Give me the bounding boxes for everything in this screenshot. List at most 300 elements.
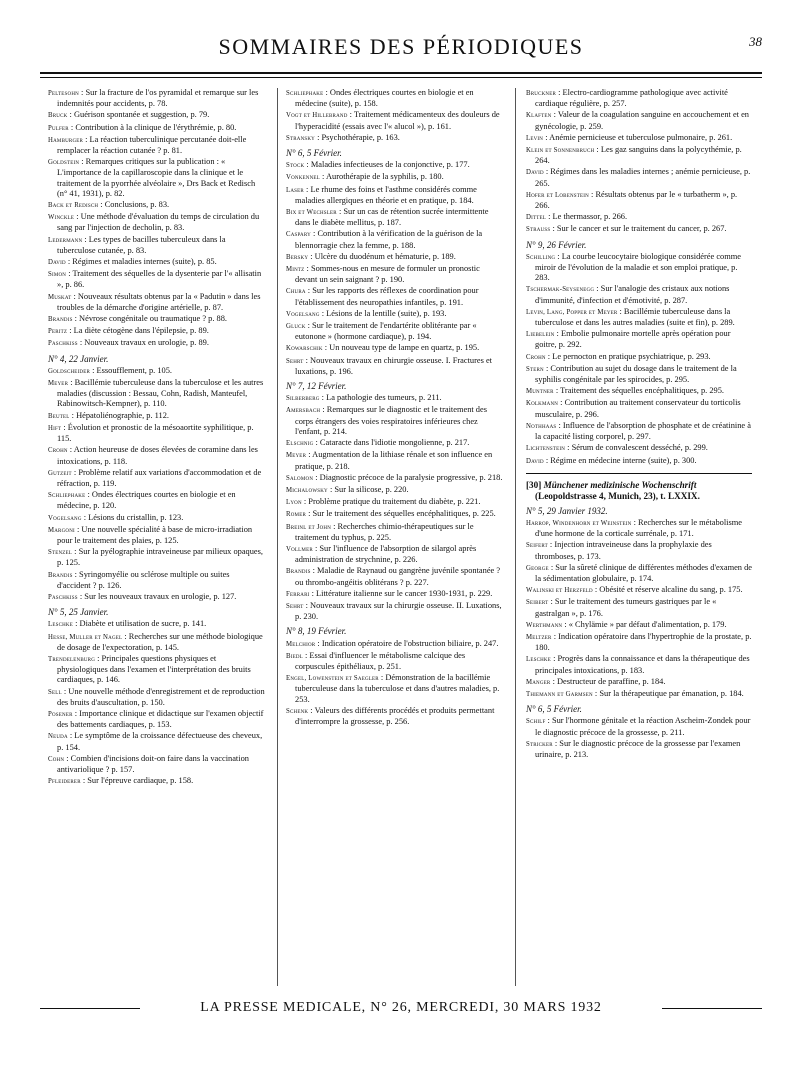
article-title: : Problème relatif aux variations d'accommodation et de réfraction, p. 119. bbox=[57, 467, 262, 488]
author: Vollmer bbox=[286, 545, 313, 553]
article-entry bbox=[48, 445, 265, 466]
author: Stenzel bbox=[48, 549, 73, 557]
article-entry bbox=[286, 706, 504, 727]
article-title: : Une méthode d'évaluation du temps de circulation du sang par l'injection de decholin, p. 83. bbox=[57, 212, 260, 233]
article-title: : Résultats obtenus par le « turbatherm », p. 266. bbox=[535, 189, 738, 211]
author: Vogelsang bbox=[48, 514, 82, 522]
author: Leschke bbox=[48, 621, 73, 629]
journal-name: Münchener medizinische Wochenschrift bbox=[543, 479, 697, 490]
article-title: : Electro-cardiogramme pathologique avec activité cardiaque régulière, p. 257. bbox=[535, 88, 728, 109]
author: Hamburger bbox=[48, 136, 84, 144]
article-title: : Ondes électriques courtes en biologie et en médecine (suite), p. 158. bbox=[295, 88, 474, 109]
article-entry bbox=[526, 540, 752, 561]
author: Thiemann et Garmsen bbox=[526, 690, 593, 698]
article-title: : Le rhume des foins et l'asthme considérés comme maladies allergiques en théorie et en pratique, p. 184. bbox=[295, 184, 477, 205]
article-entry bbox=[48, 326, 265, 337]
author: Caspary bbox=[286, 231, 311, 239]
article-title: : Contribution au traitement conservateur du torticolis musculaire, p. 296. bbox=[535, 398, 741, 419]
article-title: : Une nouvelle spécialité à base de micro-irradiation pour le traitement des plaies, p. 125. bbox=[57, 524, 253, 545]
author: Simon bbox=[48, 271, 67, 279]
article-title: : Recherches sur une méthode biologique de dosage de l'expectoration, p. 145. bbox=[57, 631, 263, 652]
author: Gutzeit bbox=[48, 469, 72, 477]
article-title: : La courbe leucocytaire biologique considérée comme miroir de l'évolution de la maladie et son emploi pratique, p. 283. bbox=[535, 251, 741, 283]
article-entry bbox=[48, 338, 265, 349]
article-title: : Sur les rapports des réflexes de coordination pour l'établissement des neuropathies infantiles, p. 191. bbox=[295, 286, 479, 307]
article-entry bbox=[48, 490, 265, 511]
article-entry bbox=[286, 544, 504, 565]
author: Vogelsang bbox=[286, 310, 320, 318]
article-title: : Sommes-nous en mesure de formuler un pronostic devant un sein saignant ? p. 190. bbox=[295, 264, 480, 285]
article-title: : Une nouvelle méthode d'enregistrement et de reproduction des bruits d'auscultation, p. 150. bbox=[57, 686, 265, 707]
article-entry bbox=[48, 776, 265, 787]
article-entry bbox=[286, 497, 504, 508]
author: George bbox=[526, 564, 549, 572]
article-title: : Lésions du cristallin, p. 123. bbox=[83, 512, 184, 522]
article-entry bbox=[286, 356, 504, 377]
issue-heading: N° 5, 25 Janvier. bbox=[48, 607, 109, 618]
article-entry bbox=[286, 309, 504, 320]
author: Michalowsky bbox=[286, 486, 328, 494]
article-title: : Contribution au sujet du dosage dans le traitement de la syphilis congénitale par les spirocides, p. 295. bbox=[535, 363, 737, 385]
article-entry bbox=[48, 314, 265, 325]
author: Werthmann bbox=[526, 621, 563, 629]
article-entry bbox=[48, 547, 265, 568]
article-title: : Sur l'épreuve cardiaque, p. 158. bbox=[82, 776, 194, 786]
article-entry bbox=[286, 160, 504, 171]
author: Brandis bbox=[48, 571, 73, 579]
article-title: : Nouveaux travaux en chirurgie osseuse. I. Fractures et luxations, p. 196. bbox=[295, 355, 493, 376]
article-entry bbox=[48, 411, 265, 422]
author: Chura bbox=[286, 288, 306, 296]
article-title: : Contribution à la clinique de l'érythrémie, p. 80. bbox=[70, 122, 237, 132]
author: Goldstein bbox=[48, 159, 80, 167]
article-title: : Remarques critiques sur la publication : « L'importance de la capillaroscopie dans la clinique et le traitement de la pyorrhée alvéolaire », Drs Back et Redisch (n° 41, 1931), p. 82. bbox=[57, 157, 256, 198]
article-entry bbox=[48, 632, 265, 653]
article-entry bbox=[286, 601, 504, 622]
article-entry bbox=[48, 88, 265, 109]
author: Stricker bbox=[526, 740, 553, 748]
section-divider bbox=[526, 473, 752, 474]
article-title: : Obésité et réserve alcaline du sang, p. 175. bbox=[594, 585, 743, 595]
author: Romer bbox=[286, 511, 306, 519]
author: Levin, Lang, Popper et Meyer bbox=[526, 308, 618, 316]
header-rule bbox=[40, 72, 762, 74]
article-entry bbox=[48, 212, 265, 233]
article-entry bbox=[286, 133, 504, 144]
article-entry bbox=[48, 135, 265, 156]
article-entry bbox=[48, 592, 265, 603]
author: Bruck bbox=[48, 112, 68, 120]
author: Margoni bbox=[48, 526, 75, 534]
article-title: : Progrès dans la connaissance et dans la thérapeutique des principales intoxications, p. 183. bbox=[535, 654, 750, 675]
article-entry bbox=[286, 252, 504, 263]
author: Salomon bbox=[286, 474, 314, 482]
author: Crohn bbox=[526, 353, 546, 361]
article-title: : La réaction tuberculinique percutanée doit-elle remplacer la réaction cutanée ? p. 81. bbox=[57, 134, 247, 156]
author: Vonkennel bbox=[286, 174, 320, 182]
author: Muntner bbox=[526, 388, 554, 396]
article-title: : Les gaz sanguins dans la polycythémie, p. 264. bbox=[535, 145, 742, 166]
page-footer bbox=[40, 1000, 762, 1020]
article-entry bbox=[286, 321, 504, 342]
footer-text: LA PRESSE MEDICALE, N° 26, MERCREDI, 30 MARS 1932 bbox=[200, 1000, 602, 1015]
article-title: : Anémie pernicieuse et tuberculose pulmonaire, p. 261. bbox=[545, 132, 733, 142]
author: Schliephake bbox=[286, 90, 324, 97]
author: Meltzer bbox=[526, 633, 552, 641]
column-right bbox=[526, 88, 752, 761]
author: Schenk bbox=[286, 707, 309, 715]
article-title: : Importance clinique et didactique sur l'examen objectif des battements cardiaques, p. 153. bbox=[57, 708, 264, 730]
author: Stock bbox=[286, 162, 305, 170]
author: Goldscheider bbox=[48, 367, 91, 375]
author: Neuda bbox=[48, 733, 68, 741]
author: Ferrari bbox=[286, 590, 310, 598]
issue-heading: N° 6, 5 Février. bbox=[526, 704, 582, 715]
article-entry bbox=[286, 651, 504, 672]
article-entry bbox=[48, 257, 265, 268]
page-header bbox=[40, 28, 762, 68]
article-title: : Sur le traitement des tumeurs gastriques par le « gastralgan », p. 176. bbox=[535, 597, 717, 618]
author: Back et Redisch bbox=[48, 202, 99, 210]
author: Kolkmann bbox=[526, 400, 559, 408]
article-title: : Sur l'hormone génitale et la réaction Ascheim-Zondek pour le diagnostic précoce de la grossesse, p. 211. bbox=[535, 716, 751, 737]
article-entry bbox=[526, 716, 752, 737]
article-entry bbox=[48, 423, 265, 444]
author: Vogt et Hillebrand bbox=[286, 112, 348, 120]
article-entry bbox=[526, 654, 752, 675]
author: Melchior bbox=[286, 640, 316, 648]
article-title: : Recherches chimio-thérapeutiques sur le traitement du typhus, p. 225. bbox=[295, 521, 474, 542]
author: Klein et Sonnenbruch bbox=[526, 147, 595, 155]
article-entry bbox=[48, 200, 265, 211]
author: Hofer et Lobenstein bbox=[526, 191, 589, 199]
article-title: : Bacillémie tuberculeuse dans la tuberculose et les autres maladies (discussion : Bessau, Cohn, Radish, Manteufel, Rabinowitsch-Kempner), p. 110. bbox=[57, 378, 264, 409]
author: Paschkiss bbox=[48, 340, 78, 348]
article-entry bbox=[526, 284, 752, 305]
issue-heading: N° 8, 19 Février. bbox=[286, 626, 347, 637]
article-title: : Le pernocton en pratique psychiatrique, p. 293. bbox=[547, 351, 711, 361]
article-title: : Conclusions, p. 83. bbox=[100, 200, 170, 210]
article-entry bbox=[526, 398, 752, 419]
article-entry bbox=[286, 566, 504, 587]
article-title: : Sur les nouveaux travaux en urologie, p. 127. bbox=[79, 591, 237, 601]
article-entry bbox=[526, 443, 752, 454]
article-entry bbox=[48, 366, 265, 377]
article-entry bbox=[526, 386, 752, 397]
article-entry bbox=[48, 110, 265, 121]
article-title: : La diète cétogène dans l'épilepsie, p. 89. bbox=[69, 326, 209, 336]
article-entry bbox=[526, 190, 752, 211]
article-entry bbox=[286, 393, 504, 404]
article-entry bbox=[286, 450, 504, 471]
author: Hesse, Muller et Nagel bbox=[48, 633, 123, 641]
article-title: : Essai d'influencer le métabolisme calcique des corpuscules épithéliaux, p. 251. bbox=[295, 650, 466, 671]
journal-number: [30] bbox=[526, 479, 542, 490]
author: Strauss bbox=[526, 226, 551, 234]
article-entry bbox=[48, 731, 265, 752]
article-title: : Maladie de Raynaud ou gangrène juvénile spontanée ? ou thrombo-angéitis oblitérans ? p. 227. bbox=[295, 566, 501, 587]
author: Bix et Wechsler bbox=[286, 209, 337, 217]
article-title: : Traitement médicamenteux des douleurs de l'hyperacidité (essais avec l'« alucol »), p. 161. bbox=[295, 110, 500, 131]
article-title: : Régime en médecine interne (suite), p. 300. bbox=[545, 455, 697, 465]
article-title: : Maladies infectieuses de la conjonctive, p. 177. bbox=[306, 160, 470, 170]
article-title: : Un nouveau type de lampe en quartz, p. 195. bbox=[324, 343, 480, 353]
article-title: : Sur le traitement de l'endartérite oblitérante par « eutonone » (hormone cardiaque), p. 194. bbox=[295, 321, 477, 342]
entries-group bbox=[526, 506, 752, 760]
article-entry bbox=[48, 292, 265, 313]
article-entry bbox=[286, 522, 504, 543]
article-title: : Le symptôme de la croissance défectueuse des cheveux, p. 154. bbox=[57, 731, 263, 752]
article-entry bbox=[286, 229, 504, 250]
article-entry bbox=[48, 687, 265, 708]
article-title: : Diabète et utilisation de sucre, p. 141. bbox=[75, 619, 207, 629]
author: Trendelenburg bbox=[48, 655, 96, 663]
author: Breinl et John bbox=[286, 523, 332, 531]
article-entry bbox=[526, 329, 752, 350]
article-entry bbox=[286, 673, 504, 705]
author: Paschkiss bbox=[48, 593, 78, 601]
article-title: : « Chylämie » par défaut d'alimentation, p. 179. bbox=[564, 619, 727, 629]
author: Levin bbox=[526, 134, 544, 142]
article-entry bbox=[526, 364, 752, 385]
author: Tschermak-Seysenegg bbox=[526, 286, 595, 294]
issue-heading: N° 9, 26 Février. bbox=[526, 239, 587, 250]
article-title: : Aurothérapie de la syphilis, p. 180. bbox=[322, 172, 444, 182]
article-entry bbox=[286, 207, 504, 228]
article-title: : Nouveaux travaux sur la chirurgie osseuse. II. Luxations, p. 230. bbox=[295, 600, 502, 622]
article-entry bbox=[526, 632, 752, 653]
author: Sehrt bbox=[286, 602, 304, 610]
author: Sell bbox=[48, 688, 62, 696]
author: Klaften bbox=[526, 112, 552, 120]
issue-heading: N° 7, 12 Février. bbox=[286, 381, 347, 392]
article-title: : Recherches sur le métabolisme d'une hormone de la corticale surrénale, p. 171. bbox=[535, 517, 742, 539]
author: Cohn bbox=[48, 755, 65, 763]
header-rule-thin bbox=[40, 77, 762, 78]
article-title: : Sur la sûreté clinique de différentes méthodes d'examen de la sédimentation globulaire, p. 174. bbox=[535, 562, 752, 583]
author: Schliephake bbox=[48, 492, 86, 500]
article-title: : Évolution et pronostic de la mésoaortite syphilitique, p. 115. bbox=[57, 422, 254, 444]
author: Nothhaas bbox=[526, 422, 557, 430]
author: Peltesohn bbox=[48, 90, 79, 97]
author: Laser bbox=[286, 186, 304, 194]
article-entry bbox=[526, 224, 752, 235]
article-title: : Syringomyélie ou sclérose multiple ou suites d'accident ? p. 126. bbox=[57, 569, 230, 590]
author: Peritz bbox=[48, 328, 68, 336]
article-entry bbox=[526, 677, 752, 688]
article-entry bbox=[286, 405, 504, 437]
article-entry bbox=[526, 133, 752, 144]
article-entry bbox=[48, 123, 265, 134]
article-entry bbox=[286, 185, 504, 206]
author: Bersky bbox=[286, 253, 309, 261]
article-title: : Sur un cas de rétention sucrée intermittente dans le diabète mellitus, p. 187. bbox=[295, 207, 489, 228]
author: Pfleiderer bbox=[48, 778, 81, 786]
article-title: : Démonstration de la bacillémie tuberculeuse dans la tuberculose et dans d'autres maladies, p. 253. bbox=[295, 673, 500, 704]
article-title: : Les types de bacilles tuberculeux dans la tuberculose cutanée, p. 83. bbox=[57, 234, 226, 255]
author: Posener bbox=[48, 710, 73, 718]
column-middle bbox=[286, 88, 504, 728]
issue-heading: N° 6, 5 Février. bbox=[286, 148, 342, 159]
author: Schilf bbox=[526, 718, 546, 726]
author: Seifert bbox=[526, 542, 548, 550]
article-title: : Bacillémie tuberculeuse dans la tuberculose et dans les autres maladies (suite et fin), p. 289. bbox=[535, 306, 735, 328]
article-entry bbox=[48, 513, 265, 524]
entries-group bbox=[526, 88, 752, 467]
author: Stransky bbox=[286, 134, 315, 142]
article-entry bbox=[48, 157, 265, 199]
author: Crohn bbox=[48, 447, 68, 455]
author: Engel, Lowenstein et Saegler bbox=[286, 675, 379, 683]
article-entry bbox=[526, 307, 752, 328]
article-title: : Sur l'influence de l'absorption de silargol après administration de strychnine, p. 226. bbox=[295, 543, 477, 565]
article-title: : Injection intraveineuse dans la prophylaxie des thromboses, p. 173. bbox=[535, 540, 712, 561]
author: Muskat bbox=[48, 293, 72, 301]
article-title: : Sérum de convalescent desséché, p. 299. bbox=[567, 443, 708, 453]
author: Walinski et Herzfeld bbox=[526, 587, 593, 595]
article-entry bbox=[526, 518, 752, 539]
author: Silberberg bbox=[286, 395, 320, 403]
article-entry bbox=[526, 563, 752, 584]
article-title: : Remarques sur le diagnostic et le traitement des corps étrangers des voies respiratoires inférieures chez l'enfant, p. 214. bbox=[295, 405, 487, 436]
article-entry bbox=[526, 145, 752, 166]
article-title: : Indication opératoire dans l'hypertrophie de la prostate, p. 180. bbox=[535, 631, 752, 653]
article-title: : Influence de l'absorption de phosphate et de créatinine à la capacité listing corporel, p. 297. bbox=[535, 420, 751, 442]
article-entry bbox=[526, 620, 752, 631]
issue-heading: N° 5, 29 Janvier 1932. bbox=[526, 505, 608, 516]
article-title: : Lésions de la lentille (suite), p. 193. bbox=[321, 308, 447, 318]
author: Mintz bbox=[286, 266, 305, 274]
article-title: : Nouveaux travaux en urologie, p. 89. bbox=[79, 338, 209, 348]
issue-heading: N° 4, 22 Janvier. bbox=[48, 353, 109, 364]
article-entry bbox=[48, 754, 265, 775]
author: David bbox=[526, 457, 544, 465]
article-title: : Augmentation de la lithiase rénale et son influence en pratique, p. 218. bbox=[295, 450, 493, 471]
article-entry bbox=[526, 421, 752, 442]
article-title: : Psychothérapie, p. 163. bbox=[317, 132, 400, 142]
article-entry bbox=[526, 167, 752, 188]
author: Meyer bbox=[286, 452, 307, 460]
article-title: : Embolie pulmonaire mortelle après opération pour goitre, p. 292. bbox=[535, 329, 731, 350]
article-title: : Guérison spontanée et suggestion, p. 79. bbox=[69, 110, 210, 120]
article-title: : Sur le diagnostic précoce de la grossesse par l'examen urinaire, p. 213. bbox=[535, 738, 741, 759]
author: Stern bbox=[526, 365, 544, 373]
article-entry bbox=[48, 570, 265, 591]
author: Pulfer bbox=[48, 124, 69, 132]
article-title: : Sur l'analogie des cristaux aux notions d'immunité, d'infection et d'émotivité, p. 287. bbox=[535, 284, 730, 305]
author: Beutel bbox=[48, 412, 70, 420]
article-entry bbox=[526, 585, 752, 596]
article-title: : Diagnostic précoce de la paralysie progressive, p. 218. bbox=[315, 472, 503, 482]
article-entry bbox=[526, 212, 752, 223]
article-title: : Ondes électriques courtes en biologie et en médecine, p. 120. bbox=[57, 490, 236, 511]
article-entry bbox=[526, 252, 752, 284]
article-entry bbox=[286, 589, 504, 600]
article-title: : Cataracte dans l'idiotie mongolienne, p. 217. bbox=[315, 438, 470, 448]
author: Leschke bbox=[526, 656, 551, 664]
article-title: : Sur le cancer et sur le traitement du cancer, p. 267. bbox=[552, 224, 727, 234]
article-entry bbox=[526, 456, 752, 467]
article-entry bbox=[286, 639, 504, 650]
author: Ledermann bbox=[48, 236, 83, 244]
article-title: : Contribution à la vérification de la guérison de la blennorragie chez la femme, p. 188. bbox=[295, 229, 483, 250]
article-entry bbox=[526, 689, 752, 700]
article-entry bbox=[526, 739, 752, 760]
author: Gluck bbox=[286, 323, 306, 331]
article-entry bbox=[526, 88, 752, 109]
article-entry bbox=[48, 709, 265, 730]
article-title: : Action heureuse de doses élevées de coramine dans les intoxications, p. 118. bbox=[57, 445, 258, 466]
author: Dittel bbox=[526, 214, 546, 222]
article-title: : Sur la fracture de l'os pyramidal et remarque sur les indemnités pour accidents, p. 78. bbox=[57, 88, 259, 109]
article-title: : Traitement des séquelles encéphalitiques, p. 295. bbox=[555, 386, 724, 396]
article-entry bbox=[48, 468, 265, 489]
article-title: : Névrose congénitale ou traumatique ? p. 88. bbox=[74, 314, 227, 324]
article-title: : Hépatoliénographie, p. 112. bbox=[71, 410, 170, 420]
author: Bruckner bbox=[526, 90, 557, 97]
article-title: : Valeur de la coagulation sanguine en accouchement et en gynécologie, p. 259. bbox=[535, 110, 749, 131]
author: Seibert bbox=[526, 599, 549, 607]
article-entry bbox=[286, 88, 504, 109]
article-entry bbox=[48, 378, 265, 410]
article-entry bbox=[286, 172, 504, 183]
author: Harrop, Windenhorn et Weinstein bbox=[526, 519, 632, 527]
article-title: : Essoufflement, p. 105. bbox=[92, 365, 172, 375]
author: Sehrt bbox=[286, 357, 304, 365]
author: Brandis bbox=[48, 316, 73, 324]
article-title: : Régimes et maladies internes (suite), p. 85. bbox=[67, 257, 217, 267]
article-entry bbox=[48, 619, 265, 630]
article-title: : Indication opératoire de l'obstruction biliaire, p. 247. bbox=[317, 638, 499, 648]
author: Meyer bbox=[48, 380, 69, 388]
article-entry bbox=[286, 485, 504, 496]
article-title: : Sur la silicose, p. 220. bbox=[329, 484, 409, 494]
column-divider bbox=[515, 88, 516, 986]
article-entry bbox=[286, 509, 504, 520]
article-title: : Régimes dans les maladies internes ; anémie pernicieuse, p. 265. bbox=[535, 167, 751, 188]
article-entry bbox=[286, 286, 504, 307]
article-title: : La pathologie des tumeurs, p. 211. bbox=[321, 393, 442, 403]
journal-title bbox=[526, 480, 752, 502]
article-title: : Nouveaux résultats obtenus par la « Padutin » dans les troubles de la démarche d'origine artérielle, p. 87. bbox=[57, 291, 261, 312]
page-number: 38 bbox=[749, 34, 762, 49]
article-title: : Sur le traitement des séquelles encéphalitiques, p. 225. bbox=[308, 509, 496, 519]
article-entry bbox=[526, 352, 752, 363]
article-entry bbox=[48, 654, 265, 686]
article-title: : Traitement des séquelles de la dysenterie par l'« allisatin », p. 86. bbox=[57, 269, 262, 290]
article-title: : Problème pratique du traitement du diabète, p. 221. bbox=[303, 497, 481, 507]
article-title: : Combien d'incisions doit-on faire dans la vaccination antivariolique ? p. 157. bbox=[57, 753, 249, 774]
article-title: : Valeurs des différents procédés et produits permettant d'interrompre la grossesse, p. 256. bbox=[295, 705, 495, 726]
column-divider bbox=[277, 88, 278, 986]
article-title: : Littérature italienne sur le cancer 1930-1931, p. 229. bbox=[311, 588, 493, 598]
author: Amersbach bbox=[286, 407, 321, 415]
article-entry bbox=[286, 264, 504, 285]
article-entry bbox=[526, 597, 752, 618]
author: Winckle bbox=[48, 214, 75, 222]
author: Hift bbox=[48, 424, 62, 432]
author: Biedl bbox=[286, 652, 303, 660]
page-title: SOMMAIRES DES PÉRIODIQUES bbox=[218, 34, 584, 59]
article-entry bbox=[526, 110, 752, 131]
article-entry bbox=[48, 525, 265, 546]
author: Kowarschik bbox=[286, 345, 323, 353]
author: Lyon bbox=[286, 499, 302, 507]
article-entry bbox=[286, 110, 504, 131]
article-title: : Destructeur de paraffine, p. 184. bbox=[552, 676, 666, 686]
article-entry bbox=[48, 269, 265, 290]
author: Manger bbox=[526, 678, 551, 686]
